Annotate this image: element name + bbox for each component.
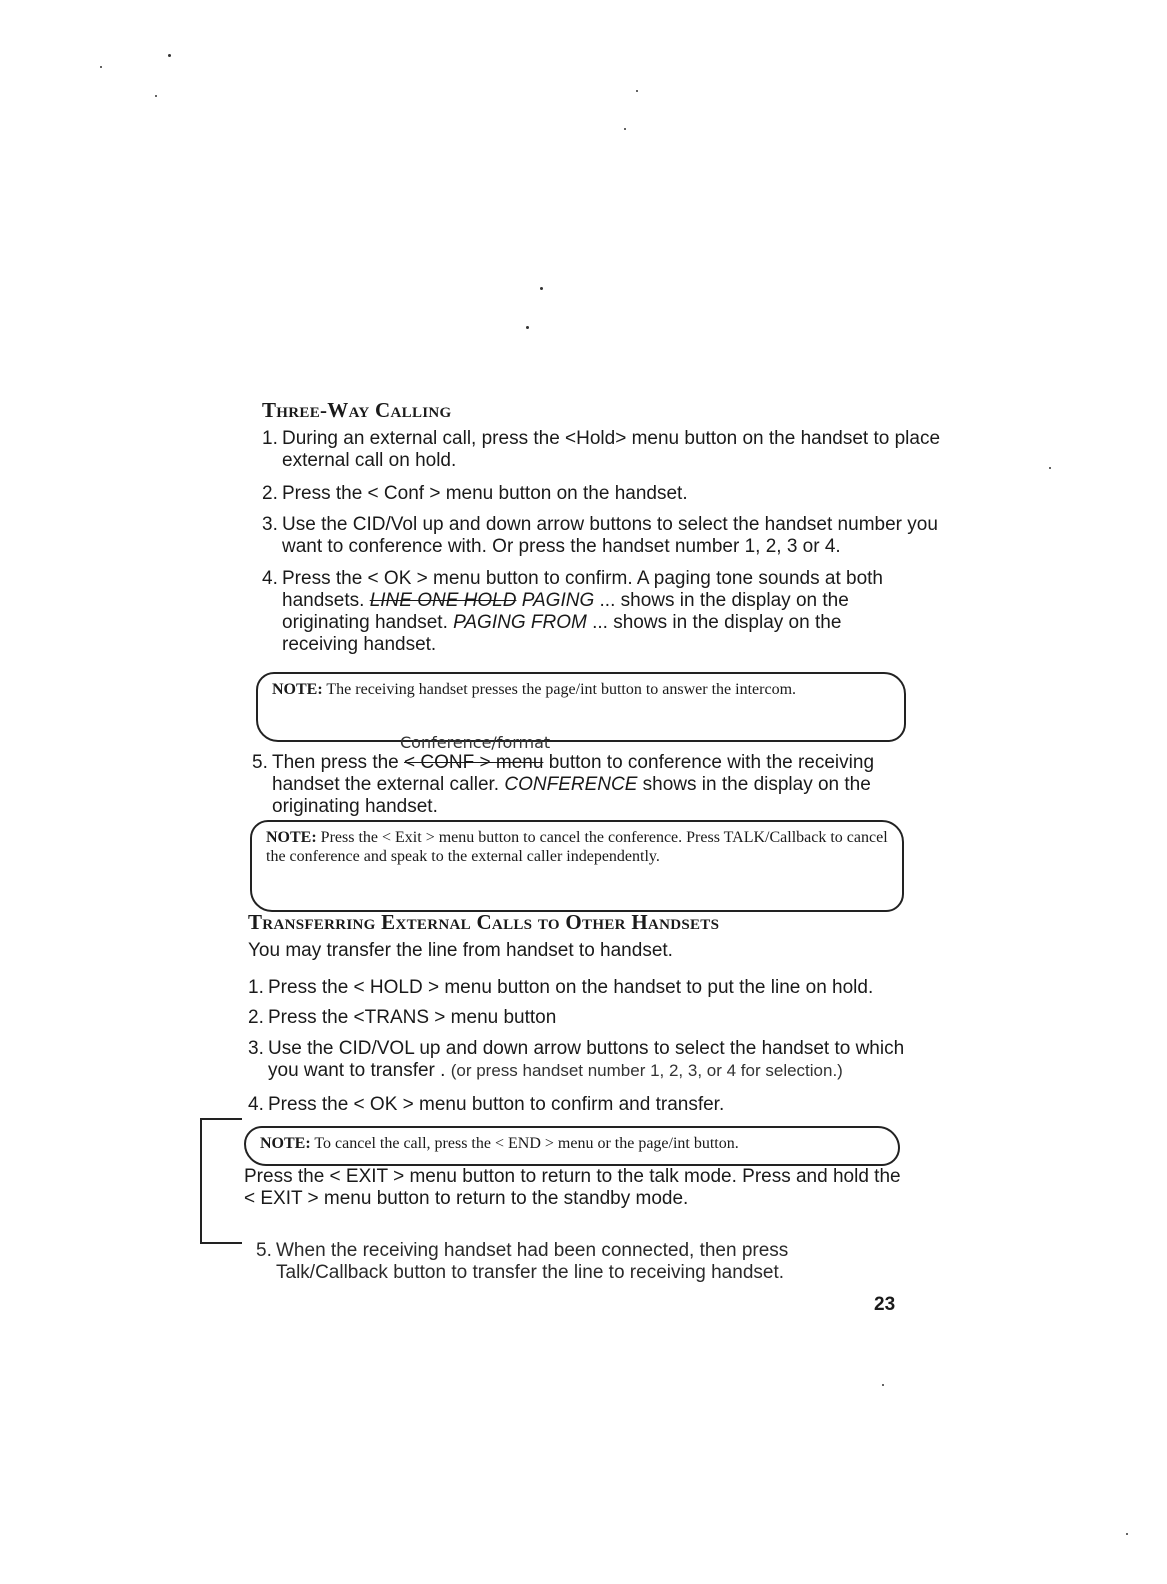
list-item bbox=[262, 428, 942, 472]
step-number: 1. bbox=[248, 977, 264, 998]
display-text: PAGING FROM bbox=[453, 612, 587, 633]
scan-speck bbox=[636, 90, 638, 92]
note-label: NOTE: bbox=[266, 829, 317, 846]
scan-speck bbox=[1126, 1533, 1128, 1535]
struck-text: LINE ONE HOLD bbox=[369, 590, 517, 611]
step-text bbox=[272, 752, 902, 818]
scan-speck bbox=[540, 287, 543, 290]
list-item bbox=[262, 568, 922, 656]
step-text-part: button to conference with the receiving handset the external caller. bbox=[272, 752, 875, 795]
note-text: The receiving handset presses the page/int button to answer the intercom. bbox=[326, 681, 797, 698]
list-item bbox=[256, 1240, 856, 1284]
list-item bbox=[262, 483, 942, 505]
list-item bbox=[252, 752, 902, 818]
note-box bbox=[250, 820, 904, 912]
handwritten-annotation: Conference/format bbox=[400, 733, 551, 752]
step-text: During an external call, press the <Hold> menu button on the handset to place external call on hold. bbox=[282, 428, 941, 471]
step-text-part: shows in the display on the originating handset. bbox=[272, 774, 871, 817]
page-number: 23 bbox=[874, 1294, 896, 1315]
step-text-part: ... shows in the display on the originating handset. bbox=[282, 590, 849, 633]
list-item bbox=[262, 514, 982, 558]
step-text-part: Press the < OK > menu button to confirm. A paging tone sounds at both handsets. bbox=[282, 568, 883, 611]
step-text-part: Then press the bbox=[272, 752, 399, 773]
list-item bbox=[248, 1094, 908, 1116]
step-number: 3. bbox=[248, 1038, 264, 1059]
scan-speck bbox=[155, 95, 157, 97]
section-intro: You may transfer the line from handset to handset. bbox=[248, 940, 673, 961]
display-text: CONFERENCE bbox=[504, 774, 638, 795]
display-text: PAGING bbox=[521, 590, 595, 611]
step-number: 5. bbox=[256, 1240, 272, 1261]
scan-speck bbox=[168, 54, 171, 57]
struck-text: < CONF > menu bbox=[404, 752, 544, 773]
step-text-part: ... shows in the display on the receiving handset. bbox=[282, 612, 842, 655]
step-text-part: Use the CID/VOL up and down arrow buttons to select the handset to which you want to transfer . bbox=[268, 1038, 905, 1081]
section-heading-transferring-calls: Transferring External Calls to Other Handsets bbox=[248, 910, 720, 934]
step-number: 3. bbox=[262, 514, 278, 535]
section-heading-three-way-calling: Three-Way Calling bbox=[262, 398, 452, 422]
step-number: 5. bbox=[252, 752, 268, 773]
step-number: 2. bbox=[248, 1007, 264, 1028]
scan-speck bbox=[624, 128, 626, 130]
step-text: Press the < Conf > menu button on the handset. bbox=[282, 483, 688, 504]
step-number: 4. bbox=[262, 568, 278, 589]
note-text: To cancel the call, press the < END > menu or the page/int button. bbox=[314, 1135, 739, 1152]
scan-speck bbox=[1049, 467, 1051, 469]
note-text: Press the < Exit > menu button to cancel the conference. Press TALK/Callback to cancel the conference and speak to the external caller independently. bbox=[266, 829, 888, 865]
step-text: Press the < OK > menu button to confirm and transfer. bbox=[268, 1094, 725, 1115]
note-box bbox=[256, 672, 906, 742]
step-text: When the receiving handset had been connected, then press Talk/Callback button to transfer the line to receiving handset. bbox=[276, 1240, 789, 1283]
insertion-bracket bbox=[200, 1118, 242, 1244]
handwritten-annotation: (or press handset number 1, 2, 3, or 4 for selection.) bbox=[450, 1061, 843, 1080]
step-number: 4. bbox=[248, 1094, 264, 1115]
step-text bbox=[268, 1038, 908, 1082]
step-number: 1. bbox=[262, 428, 278, 449]
list-item bbox=[248, 1007, 908, 1029]
note-label: NOTE: bbox=[260, 1135, 311, 1152]
scan-speck bbox=[526, 326, 529, 329]
scan-speck bbox=[100, 66, 102, 68]
step-text bbox=[282, 568, 922, 656]
step-number: 2. bbox=[262, 483, 278, 504]
step-text: Press the < HOLD > menu button on the handset to put the line on hold. bbox=[268, 977, 874, 998]
note-label: NOTE: bbox=[272, 681, 323, 698]
step-text: Use the CID/Vol up and down arrow buttons to select the handset number you want to conference with. Or press the handset number 1, 2, 3 or 4. bbox=[282, 514, 938, 557]
list-item bbox=[248, 977, 908, 999]
note-box bbox=[244, 1126, 900, 1166]
step-text: Press the <TRANS > menu button bbox=[268, 1007, 557, 1028]
scan-speck bbox=[882, 1384, 884, 1386]
exit-instructions: Press the < EXIT > menu button to return to the talk mode. Press and hold the < EXIT > menu button to return to the standby mode. bbox=[244, 1166, 901, 1209]
list-item bbox=[248, 1038, 908, 1082]
